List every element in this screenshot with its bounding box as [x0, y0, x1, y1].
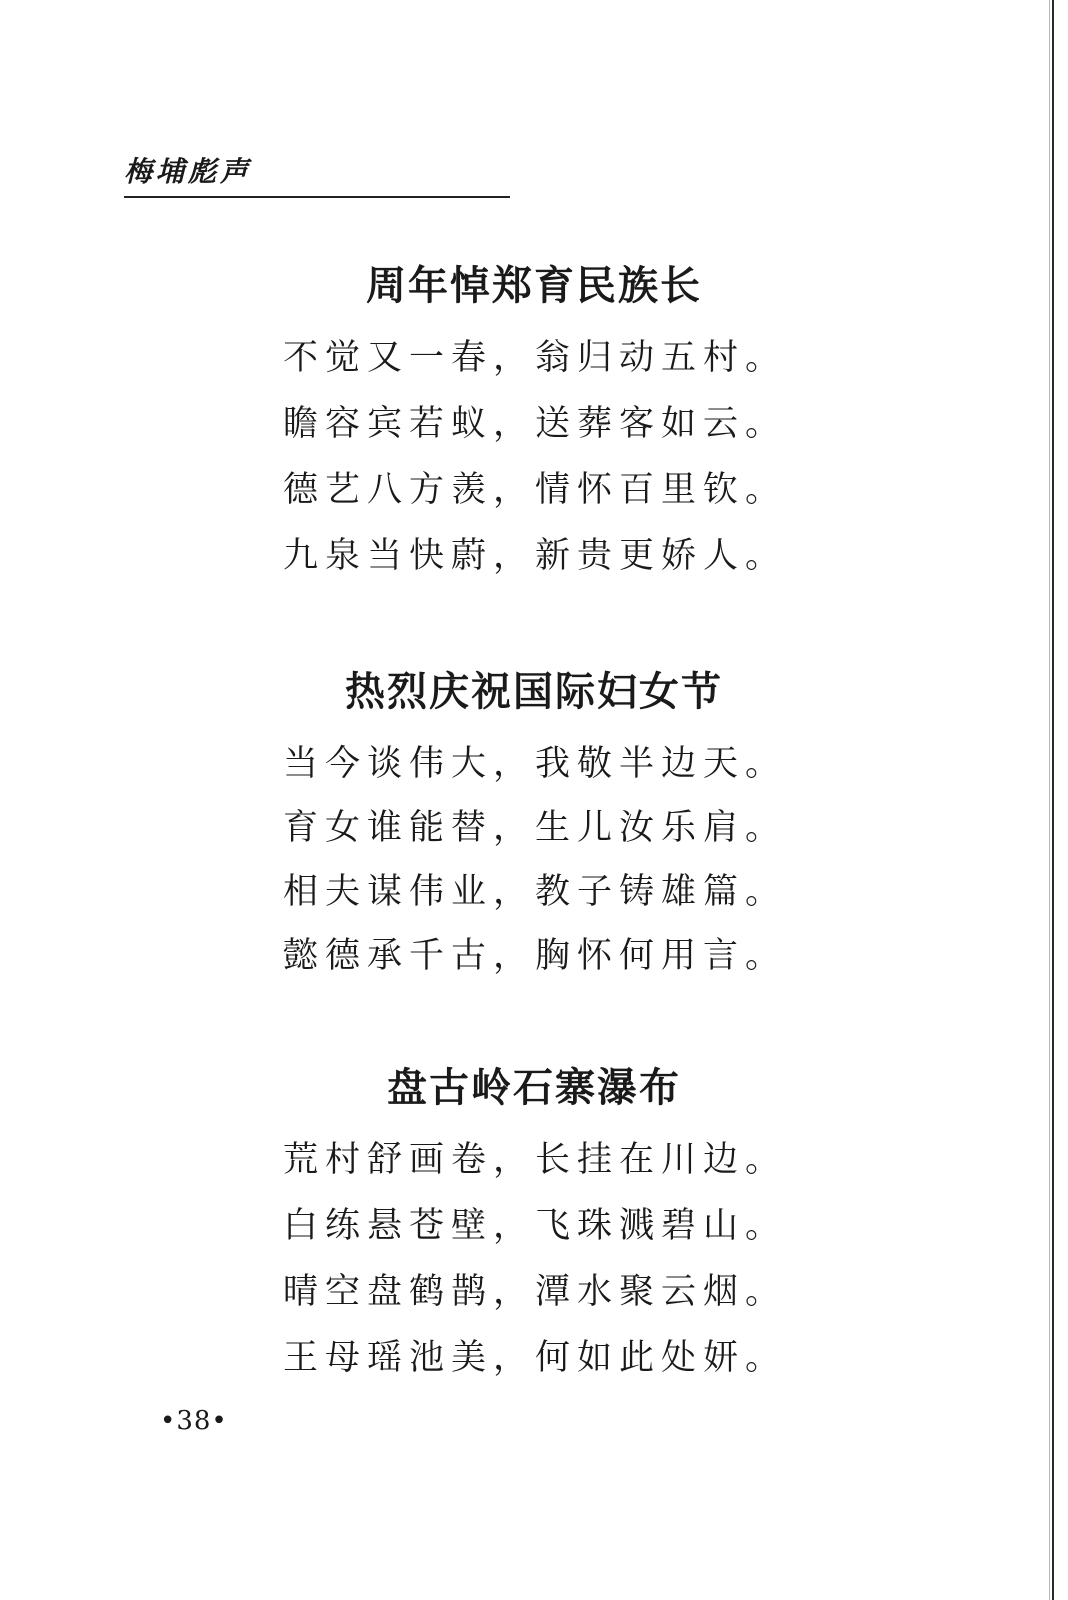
poem-line: 当今谈伟大，我敬半边天。	[283, 744, 788, 784]
poem-line: 育女谁能替，生儿汝乐肩。	[283, 808, 788, 848]
poem-line: 不觉又一春，翁归动五村。	[283, 338, 788, 378]
poem-line: 九泉当快蔚，新贵更娇人。	[283, 536, 788, 576]
page-number: •38•	[160, 1406, 228, 1436]
poem-line: 晴空盘鹤鹊，潭水聚云烟。	[283, 1272, 788, 1312]
poem-line: 懿德承千古，胸怀何用言。	[283, 936, 788, 976]
poem-line: 白练悬苍壁，飞珠溅碧山。	[283, 1206, 788, 1246]
page-edge-shadow	[1049, 0, 1050, 1600]
poem-line: 王母瑶池美，何如此处妍。	[283, 1338, 788, 1378]
running-header	[124, 150, 510, 198]
poem-line: 德艺八方羡，情怀百里钦。	[283, 470, 788, 510]
poem-title: 盘古岭石寨瀑布	[387, 1064, 681, 1111]
poem-title: 周年悼郑育民族长	[366, 262, 702, 309]
page-edge	[1052, 0, 1054, 1600]
poem-line: 荒村舒画卷，长挂在川边。	[283, 1140, 788, 1180]
poem-line: 相夫谋伟业，教子铸雄篇。	[283, 872, 788, 912]
poem-line: 瞻容宾若蚁，送葬客如云。	[283, 404, 788, 444]
book-title: 梅埔彪声	[124, 155, 253, 188]
poem-title: 热烈庆祝国际妇女节	[345, 668, 723, 715]
